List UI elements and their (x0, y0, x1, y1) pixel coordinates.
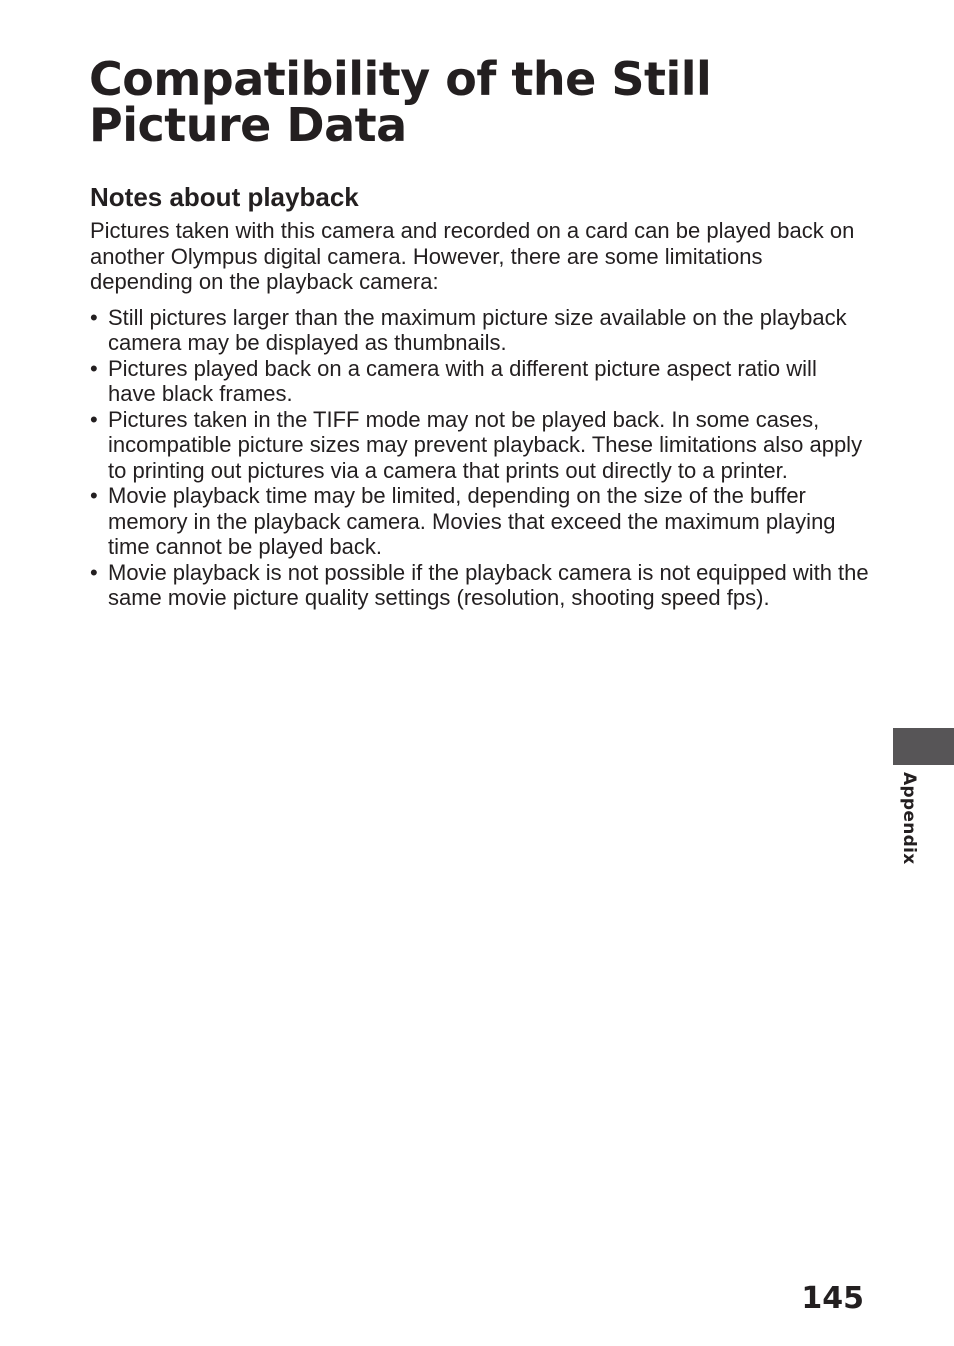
bullet-glyph: • (90, 355, 98, 381)
notes-list (90, 305, 870, 611)
page-number: 145 (801, 1281, 864, 1316)
appendix-tab-label (885, 772, 929, 882)
bullet-glyph: • (90, 304, 98, 330)
bullet-glyph: • (90, 559, 98, 585)
list-item-text: Movie playback time may be limited, depending on the size of the buffer memory in the playback camera. Movies that exceed the maximum playing time cannot be played back. (108, 483, 836, 559)
appendix-tab-text: Appendix (899, 772, 919, 865)
list-item-text: Still pictures larger than the maximum picture size available on the playback camera may be displayed as thumbnails. (108, 304, 847, 355)
list-item (90, 560, 870, 611)
list-item (90, 483, 870, 560)
notes-section (90, 180, 870, 611)
list-item-text: Pictures played back on a camera with a different picture aspect ratio will have black frames. (108, 355, 817, 406)
section-heading: Notes about playback (90, 182, 359, 212)
page-title: Compatibility of the Still Picture Data (89, 52, 712, 152)
list-item (90, 407, 870, 484)
bullet-glyph: • (90, 406, 98, 432)
bullet-glyph: • (90, 483, 98, 508)
appendix-tab-marker (893, 728, 954, 765)
list-item-text: Movie playback is not possible if the playback camera is not equipped with the same movie picture quality settings (resolution, shooting speed fps). (108, 559, 869, 610)
list-item (90, 356, 870, 407)
list-item (90, 305, 870, 356)
intro-paragraph: Pictures taken with this camera and recorded on a card can be played back on another Olympus digital camera. However, there are some limitations depending on the playback camera: (90, 218, 855, 294)
list-item-text: Pictures taken in the TIFF mode may not be played back. In some cases, incompatible picture sizes may prevent playback. These limitations also apply to printing out pictures via a camera that prints out directly to a printer. (108, 406, 863, 483)
